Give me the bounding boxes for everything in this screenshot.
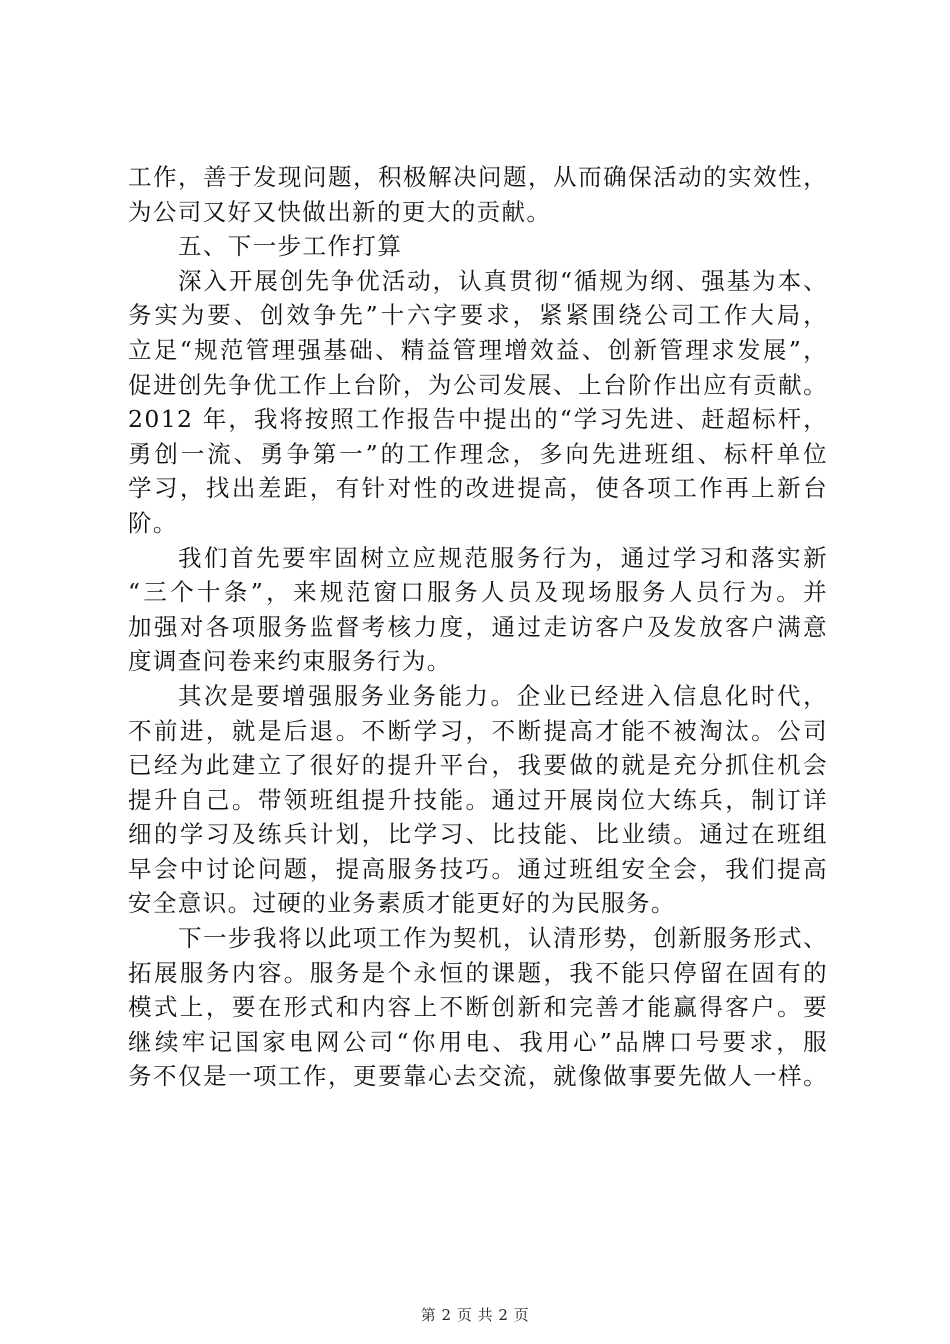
text-line: 立足“规范管理强基础、精益管理增效益、创新管理求发展”， bbox=[128, 335, 828, 364]
text-line: 提升自己。带领班组提升技能。通过开展岗位大练兵，制订详 bbox=[128, 785, 828, 814]
text-line: 模式上，要在形式和内容上不断创新和完善才能赢得客户。要 bbox=[128, 993, 828, 1022]
text-line: 务不仅是一项工作，更要靠心去交流，就像做事要先做人一样。 bbox=[128, 1062, 828, 1091]
text-line: 拓展服务内容。服务是个永恒的课题，我不能只停留在固有的 bbox=[128, 958, 828, 987]
text-line: “三个十条”，来规范窗口服务人员及现场服务人员行为。并 bbox=[128, 578, 828, 607]
text-line: 学习，找出差距，有针对性的改进提高，使各项工作再上新台 bbox=[128, 474, 828, 503]
text-line: 下一步我将以此项工作为契机，认清形势，创新服务形式、 bbox=[178, 924, 828, 953]
text-line: 为公司又好又快做出新的更大的贡献。 bbox=[128, 197, 552, 226]
text-line: 促进创先争优工作上台阶，为公司发展、上台阶作出应有贡献。 bbox=[128, 370, 828, 399]
text-line: 深入开展创先争优活动，认真贯彻“循规为纲、强基为本、 bbox=[178, 266, 828, 295]
text-line: 勇创一流、勇争第一”的工作理念，多向先进班组、标杆单位 bbox=[128, 439, 828, 468]
document-body bbox=[128, 160, 828, 1094]
text-line: 度调查问卷来约束服务行为。 bbox=[128, 647, 452, 676]
text-line: 我们首先要牢固树立应规范服务行为，通过学习和落实新 bbox=[178, 543, 828, 572]
text-line: 安全意识。过硬的业务素质才能更好的为民服务。 bbox=[128, 889, 676, 918]
text-line: 阶。 bbox=[128, 508, 178, 537]
text-line: 不前进，就是后退。不断学习，不断提高才能不被淘汰。公司 bbox=[128, 716, 828, 745]
text-line: 早会中讨论问题，提高服务技巧。通过班组安全会，我们提高 bbox=[128, 854, 828, 883]
text-line: 加强对各项服务监督考核力度，通过走访客户及发放客户满意 bbox=[128, 612, 828, 641]
text-line: 继续牢记国家电网公司“你用电、我用心”品牌口号要求，服 bbox=[128, 1027, 828, 1056]
text-line: 细的学习及练兵计划，比学习、比技能、比业绩。通过在班组 bbox=[128, 820, 828, 849]
text-line: 2012 年，我将按照工作报告中提出的“学习先进、赶超标杆， bbox=[128, 405, 828, 434]
text-line: 工作，善于发现问题，积极解决问题，从而确保活动的实效性， bbox=[128, 163, 828, 191]
text-line: 务实为要、创效争先”十六字要求，紧紧围绕公司工作大局， bbox=[128, 301, 828, 330]
text-line: 五、下一步工作打算 bbox=[178, 232, 403, 261]
text-line: 已经为此建立了很好的提升平台，我要做的就是充分抓住机会 bbox=[128, 751, 828, 780]
text-line: 其次是要增强服务业务能力。企业已经进入信息化时代， bbox=[178, 681, 828, 710]
page-footer: 第 2 页 共 2 页 bbox=[420, 1306, 530, 1324]
